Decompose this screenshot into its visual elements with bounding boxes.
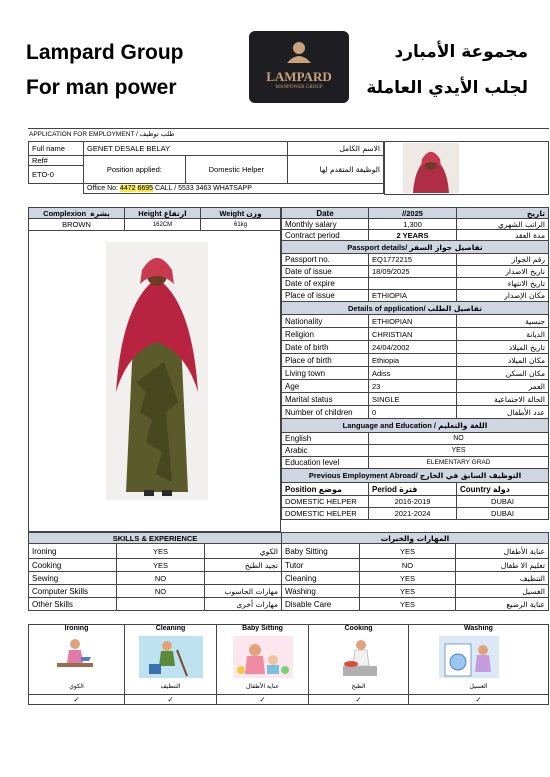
skill-label: Sewing <box>29 572 117 585</box>
passport-row-value: ETHIOPIA <box>369 290 457 302</box>
passport-row-label: Place of issue <box>282 290 369 302</box>
tile-check: ✓ <box>29 695 125 705</box>
skill-ar: تجيد الطبخ <box>205 559 282 572</box>
passport-row-ar: تاريخ الانتهاء <box>457 278 549 290</box>
skill-label: Washing <box>282 585 360 598</box>
language-section-header: Language and Education / اللغة والتعليم <box>282 419 549 433</box>
skill-value: YES <box>360 544 456 559</box>
weight-value: 61kg <box>201 219 281 231</box>
washing-icon <box>439 636 499 678</box>
skill-value: YES <box>117 544 205 559</box>
details-row-ar: عدد الأطفال <box>457 406 549 419</box>
employment-row-position: DOMESTIC HELPER <box>282 496 369 508</box>
details-row-ar: مكان الميلاد <box>457 354 549 367</box>
skill-ar: الكوي <box>205 544 282 559</box>
language-row-value: ELEMENTARY GRAD <box>369 457 549 469</box>
applicant-full-body-photo <box>106 242 208 500</box>
application-title: APPLICATION FOR EMPLOYMENT / طلب توظيف <box>29 130 175 138</box>
contract-value: 2 YEARS <box>369 230 457 241</box>
weight-header: Weight وزن <box>201 208 281 219</box>
skill-ar: عناية الرضيع <box>456 598 549 611</box>
complexion-value: BROWN <box>29 219 125 231</box>
details-row-label: Marital status <box>282 393 369 406</box>
language-row-label: Arabic <box>282 445 369 457</box>
employment-period-header: Period فترة <box>369 483 457 496</box>
passport-row-ar: رقم الجواز <box>457 254 549 266</box>
details-row-label: Number of children <box>282 406 369 419</box>
language-row-value: YES <box>369 445 549 457</box>
date-value: //2025 <box>369 208 457 219</box>
details-row-label: Age <box>282 380 369 393</box>
skill-tiles <box>28 624 549 705</box>
company-logo <box>249 31 349 103</box>
salary-value: 1,300 <box>369 219 457 230</box>
employment-section-header: Previous Employment Abroad/ التوظيف السابق في الخارج <box>282 469 549 483</box>
logo-sub: MANPOWER GROUP <box>275 85 323 90</box>
details-row-label: Religion <box>282 328 369 341</box>
eto-code: ETO-0 <box>29 166 84 184</box>
brand-name-en: Lampard Group <box>26 41 184 64</box>
contract-label: Contract period <box>282 230 369 241</box>
details-row-value: Ethiopia <box>369 354 457 367</box>
employment-country-header: Country دولة <box>457 483 549 496</box>
height-header: Height ارتفاع <box>125 208 201 219</box>
full-name-value: GENET DESALE BELAY <box>84 142 288 156</box>
skill-ar: مهارات أخرى <box>205 598 282 611</box>
employment-row-country: DUBAI <box>457 508 549 520</box>
position-value: Domestic Helper <box>185 156 287 184</box>
cleaning-icon <box>139 636 203 678</box>
details-row-label: Place of birth <box>282 354 369 367</box>
tile-check: ✓ <box>409 695 549 705</box>
date-ar: تاريخ <box>457 208 549 219</box>
passport-row-label: Date of expire <box>282 278 369 290</box>
details-row-ar: الحالة الاجتماعية <box>457 393 549 406</box>
skill-ar: التنظيف <box>456 572 549 585</box>
brand-tagline-en: For man power <box>26 76 177 99</box>
skill-value: NO <box>117 585 205 598</box>
skill-label: Tutor <box>282 559 360 572</box>
full-name-label: Full name <box>29 142 84 156</box>
ironing-icon <box>55 637 97 675</box>
date-label: Date <box>282 208 369 219</box>
tile-baby-sitting: Baby Sitting عناية الأطفال <box>217 625 309 695</box>
divider <box>28 128 549 129</box>
logo-emblem-icon <box>285 39 313 65</box>
brand-name-ar: مجموعة الأمبارد <box>394 42 528 62</box>
tile-cleaning: Cleaning التنظيف <box>125 625 217 695</box>
skill-label: Baby Sitting <box>282 544 360 559</box>
language-row-label: Education level <box>282 457 369 469</box>
skill-value: YES <box>360 598 456 611</box>
language-row-value: NO <box>369 433 549 445</box>
ref-label: Ref# <box>29 156 84 166</box>
salary-ar: الراتب الشهري <box>457 219 549 230</box>
passport-row-label: Date of issue <box>282 266 369 278</box>
office-contact: Office No: 4472 6695 CALL / 5533 3463 WHATSAPP <box>84 184 384 194</box>
skill-value: NO <box>360 559 456 572</box>
skill-ar: تعليم الا طفال <box>456 559 549 572</box>
skill-label: Cleaning <box>282 572 360 585</box>
physical-table <box>28 207 281 231</box>
passport-row-value <box>369 278 457 290</box>
position-label: Position applied: <box>84 156 186 184</box>
language-row-label: English <box>282 433 369 445</box>
applicant-info-table <box>28 141 384 194</box>
brand-tagline-ar: لجلب الأيدي العاملة <box>366 78 528 98</box>
tile-check: ✓ <box>217 695 309 705</box>
details-row-value: SINGLE <box>369 393 457 406</box>
baby-sitting-icon <box>233 636 293 678</box>
passport-row-value: EQ1772215 <box>369 254 457 266</box>
applicant-portrait-photo <box>403 143 459 193</box>
skill-value <box>117 598 205 611</box>
details-row-ar: جنسية <box>457 315 549 328</box>
skill-label: Other Skills <box>29 598 117 611</box>
skill-ar <box>205 572 282 585</box>
employment-row-position: DOMESTIC HELPER <box>282 508 369 520</box>
passport-section-header: Passport details/ تفاصيل جواز السفر <box>282 241 549 254</box>
skill-value: YES <box>360 572 456 585</box>
height-value: 162CM <box>125 219 201 231</box>
details-table <box>281 207 549 520</box>
employment-row-period: 2016-2019 <box>369 496 457 508</box>
employment-position-header: Position موضع <box>282 483 369 496</box>
position-ar: الوظيفة المتقدم لها <box>288 156 384 184</box>
details-row-label: Living town <box>282 367 369 380</box>
details-row-value: ETHIOPIAN <box>369 315 457 328</box>
skill-ar: الغسيل <box>456 585 549 598</box>
skills-table <box>28 532 549 611</box>
details-row-value: Adiss <box>369 367 457 380</box>
details-row-value: 24/04/2002 <box>369 341 457 354</box>
tile-ironing: Ironing الكوي <box>29 625 125 695</box>
salary-label: Monthly salary <box>282 219 369 230</box>
details-row-value: CHRISTIAN <box>369 328 457 341</box>
skill-label: Ironing <box>29 544 117 559</box>
logo-name: LAMPARD <box>266 69 332 84</box>
skill-label: Disable Care <box>282 598 360 611</box>
cooking-icon <box>339 636 381 678</box>
details-row-ar: مكان السكن <box>457 367 549 380</box>
details-row-ar: العمر <box>457 380 549 393</box>
skill-value: NO <box>117 572 205 585</box>
skill-ar: مهارات الحاسوب <box>205 585 282 598</box>
details-row-label: Nationality <box>282 315 369 328</box>
tile-check: ✓ <box>309 695 409 705</box>
skill-value: YES <box>117 559 205 572</box>
contract-ar: مدة العقد <box>457 230 549 241</box>
details-row-value: 23 <box>369 380 457 393</box>
skill-label: Cooking <box>29 559 117 572</box>
passport-row-value: 18/09/2025 <box>369 266 457 278</box>
skill-ar: عناية الأطفال <box>456 544 549 559</box>
skill-label: Computer Skills <box>29 585 117 598</box>
skill-value: YES <box>360 585 456 598</box>
details-row-ar: الديانة <box>457 328 549 341</box>
tile-check: ✓ <box>125 695 217 705</box>
passport-row-label: Passport no. <box>282 254 369 266</box>
tile-cooking: Cooking الطبخ <box>309 625 409 695</box>
skills-header-ar: المهارات والخبرات <box>282 533 549 544</box>
details-section-header: Details of application/ تفاصيل الطلب <box>282 302 549 315</box>
details-row-label: Date of birth <box>282 341 369 354</box>
details-row-ar: تاريخ الميلاد <box>457 341 549 354</box>
employment-row-period: 2021-2024 <box>369 508 457 520</box>
passport-row-ar: مكان الإصدار <box>457 290 549 302</box>
details-row-value: 0 <box>369 406 457 419</box>
passport-row-ar: تاريخ الاصدار <box>457 266 549 278</box>
employment-row-country: DUBAI <box>457 496 549 508</box>
full-name-ar: الاسم الكامل <box>288 142 384 156</box>
tile-washing: Washing الغسيل <box>409 625 549 695</box>
complexion-header: Complexion بشرة <box>29 208 125 219</box>
skills-header: SKILLS & EXPERIENCE <box>29 533 282 544</box>
